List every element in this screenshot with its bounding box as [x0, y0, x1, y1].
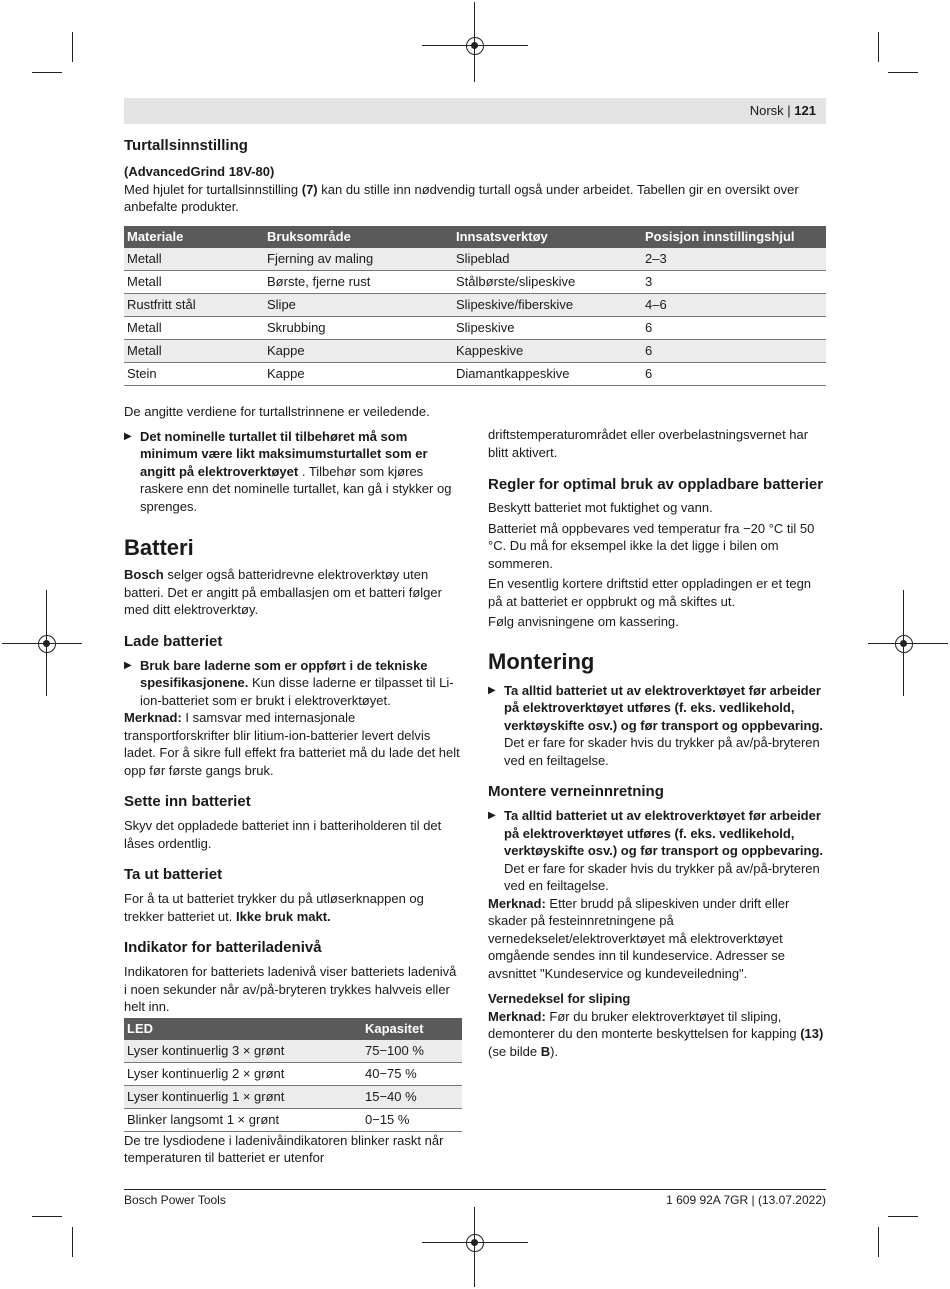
table-cell: Kappe	[264, 339, 453, 362]
speed-table	[124, 226, 826, 386]
note-text: Før du bruker elektroverktøyet til sliping, demonterer du den monterte beskyttelsen for kapping	[488, 1008, 801, 1041]
table-header-cell: LED	[124, 1018, 362, 1040]
table-cell: Metall	[124, 248, 264, 271]
right-column	[488, 426, 826, 1060]
vernedeksel-note	[488, 1008, 826, 1061]
regler-p3: En vesentlig kortere driftstid etter oppladingen er et tegn på at batteriet er oppbrukt og må skiftes ut.	[488, 576, 812, 609]
indikator-title: Indikator for batteriladenivå	[124, 939, 322, 956]
regler-p2: Batteriet må oppbevares ved temperatur fra −20 °C til 50 °C. Du må for eksempel ikke la det ligge i bilen om sommeren.	[488, 520, 815, 571]
table-row	[124, 248, 826, 271]
crop-mark	[878, 32, 879, 62]
batteri-title: Batteri	[124, 535, 194, 560]
sette-text: Skyv det oppladede batteriet inn i batteriholderen til det låses ordentlig.	[124, 818, 442, 851]
table-cell: Kappe	[264, 362, 453, 385]
verne-title: Montere verneinnretning	[488, 783, 664, 800]
table-cell: Lyser kontinuerlig 1 × grønt	[124, 1085, 362, 1108]
table-cell: Stålbørste/slipeskive	[453, 270, 642, 293]
turtall-intro-text-2: kan du stille inn nødvendig turtall også under arbeidet. Tabellen gir en oversikt over anbefalte produkter.	[124, 181, 799, 214]
table-header-cell: Innsatsverktøy	[453, 226, 642, 248]
led-table	[124, 1018, 462, 1132]
header-language: Norsk	[749, 103, 784, 118]
table-cell: 6	[642, 316, 826, 339]
verne-bullet-text: Det er fare for skader hvis du trykker på av/på-bryteren ved en feiltagelse.	[504, 860, 820, 893]
turtall-intro-ref: (7)	[301, 181, 318, 197]
turtall-note: De angitte verdiene for turtallstrinnene er veiledende.	[124, 404, 430, 419]
left-column	[124, 403, 462, 1167]
registration-mark-icon	[38, 635, 56, 653]
indikator-after: De tre lysdiodene i ladenivåindikatoren blinker raskt når temperaturen til batteriet er utenfor	[124, 1132, 444, 1165]
lade-bullet	[124, 657, 462, 710]
table-header-cell: Kapasitet	[362, 1018, 462, 1040]
turtall-warning-bold: Det nominelle turtallet til tilbehøret må som minimum være likt maksimumsturtallet som er angitt på elektroverktøyet	[140, 428, 428, 479]
table-header-row	[124, 226, 826, 248]
vernedeksel-title: Vernedeksel for sliping	[488, 991, 631, 1006]
table-cell: Diamantkappeskive	[453, 362, 642, 385]
table-cell: 75−100 %	[362, 1040, 462, 1063]
table-cell: Fjerning av maling	[264, 248, 453, 271]
table-row	[124, 1085, 462, 1108]
note-text: Etter brudd på slipeskiven under drift eller skader på festeinnretningene på vernedekselet/elektroverktøyet må elektroverktøyet omgående sendes inn til kundeservice. Adresser se avsnittet "Kundeservice og kundeveiledning".	[488, 895, 790, 981]
table-header-cell: Materiale	[124, 226, 264, 248]
note-text-3: ).	[550, 1043, 559, 1059]
lade-note	[124, 709, 462, 779]
montering-bullet-bold: Ta alltid batteriet ut av elektroverktøyet før arbeider på elektroverktøyet utføres (f. eks. vedlikehold, verktøyskifte osv.) og før transport og oppbevaring.	[504, 682, 824, 733]
verne-bullet	[488, 807, 826, 895]
table-cell: 6	[642, 362, 826, 385]
crop-mark	[72, 1227, 73, 1257]
crop-mark	[32, 1216, 62, 1217]
table-header-cell: Posisjon innstillingshjul	[642, 226, 826, 248]
ta-ut-text	[124, 890, 462, 925]
table-cell: 15−40 %	[362, 1085, 462, 1108]
registration-mark-icon	[466, 1234, 484, 1252]
note-text-2: (se bilde	[488, 1043, 541, 1059]
table-cell: Metall	[124, 339, 264, 362]
table-cell: Slipeskive	[453, 316, 642, 339]
table-row	[124, 1062, 462, 1085]
table-cell: Stein	[124, 362, 264, 385]
crop-mark	[32, 72, 62, 73]
lade-bullet-text: Kun disse laderne er tilpasset til Li-ion-batteriet som er brukt i elektroverktøyet.	[140, 675, 454, 708]
montering-title: Montering	[488, 648, 595, 674]
table-cell: Slipeskive/fiberskive	[453, 293, 642, 316]
verne-bullet-bold: Ta alltid batteriet ut av elektroverktøyet før arbeider på elektroverktøyet utføres (f. eks. vedlikehold, verktøyskifte osv.) og før transport og oppbevaring.	[504, 808, 824, 858]
registration-mark-icon	[895, 635, 913, 653]
continued-text: driftstemperaturområdet eller overbelastningsvernet har blitt aktivert.	[488, 427, 809, 460]
table-cell: 4–6	[642, 293, 826, 316]
turtall-warning-text: . Tilbehør som kjøres raskere enn det nominelle turtallet, kan gå i stykker og sprenges.	[140, 463, 452, 514]
note-label: Merknad:	[488, 1008, 546, 1024]
table-row	[124, 339, 826, 362]
turtall-section	[124, 136, 826, 386]
table-cell: Blinker langsomt 1 × grønt	[124, 1108, 362, 1131]
footer-doc-number: 1 609 92A 7GR | (13.07.2022)	[666, 1193, 826, 1207]
verne-note	[488, 895, 826, 983]
table-cell: 2–3	[642, 248, 826, 271]
ta-ut-title: Ta ut batteriet	[124, 866, 223, 883]
table-cell: Metall	[124, 316, 264, 339]
registration-mark-icon	[466, 37, 484, 55]
crop-mark	[888, 72, 918, 73]
turtall-model: (AdvancedGrind 18V-80)	[124, 164, 275, 179]
turtall-intro	[124, 181, 826, 216]
page-number: 121	[794, 103, 816, 118]
montering-bullet-text: Det er fare for skader hvis du trykker på av/på-bryteren ved en feiltagelse.	[504, 735, 820, 768]
table-cell: Metall	[124, 270, 264, 293]
lade-title: Lade batteriet	[124, 632, 223, 650]
table-row	[124, 362, 826, 385]
table-cell: Lyser kontinuerlig 2 × grønt	[124, 1062, 362, 1085]
table-row	[124, 316, 826, 339]
table-row	[124, 1108, 462, 1131]
table-header-row	[124, 1018, 462, 1040]
batteri-intro-text: selger også batteridrevne elektroverktøy uten batteri. Det er angitt på emballasjen om et batteri følger med ditt elektroverktøy.	[124, 567, 442, 617]
ta-ut-text-plain: For å ta ut batteriet trykker du på utløserknappen og trekker batteriet ut.	[124, 891, 424, 924]
note-text: I samsvar med internasjonale transportforskrifter blir litium-ion-batterier levert delvis ladet. For å sikre full effekt fra batteriet må du lade det helt opp før første gangs bruk.	[124, 710, 460, 778]
turtall-title: Turtallsinnstilling	[124, 137, 248, 154]
table-cell: 6	[642, 339, 826, 362]
montering-bullet	[488, 682, 826, 770]
note-label: Merknad:	[124, 710, 182, 725]
batteri-intro-bold: Bosch	[124, 567, 164, 582]
crop-mark	[72, 32, 73, 62]
footer-brand: Bosch Power Tools	[124, 1193, 226, 1207]
table-cell: 40−75 %	[362, 1062, 462, 1085]
sette-title: Sette inn batteriet	[124, 793, 251, 810]
note-label: Merknad:	[488, 895, 546, 911]
table-cell: Slipeblad	[453, 248, 642, 271]
table-header-cell: Bruksområde	[264, 226, 453, 248]
table-cell: 3	[642, 270, 826, 293]
turtall-warning	[124, 428, 462, 516]
table-cell: Kappeskive	[453, 339, 642, 362]
table-row	[124, 293, 826, 316]
table-cell: Børste, fjerne rust	[264, 270, 453, 293]
footer-rule	[124, 1189, 826, 1190]
regler-p4: Følg anvisningene om kassering.	[488, 614, 679, 629]
page-header	[124, 98, 826, 124]
ta-ut-text-bold: Ikke bruk makt.	[236, 908, 331, 924]
table-cell: Slipe	[264, 293, 453, 316]
note-ref: (13)	[800, 1026, 824, 1041]
table-cell: 0−15 %	[362, 1108, 462, 1131]
regler-title: Regler for optimal bruk av oppladbare batterier	[488, 476, 824, 493]
table-cell: Skrubbing	[264, 316, 453, 339]
table-cell: Rustfritt stål	[124, 293, 264, 316]
indikator-text: Indikatoren for batteriets ladenivå viser batteriets ladenivå i noen sekunder når av/på-bryteren trykkes halvveis eller helt inn.	[124, 964, 457, 1014]
regler-p1: Beskytt batteriet mot fuktighet og vann.	[488, 500, 713, 515]
crop-mark	[888, 1216, 918, 1217]
table-row	[124, 1040, 462, 1063]
batteri-intro	[124, 566, 462, 619]
table-row	[124, 270, 826, 293]
table-cell: Lyser kontinuerlig 3 × grønt	[124, 1040, 362, 1063]
crop-mark	[878, 1227, 879, 1257]
note-figure: B	[540, 1043, 551, 1059]
turtall-intro-text: Med hjulet for turtallsinnstilling	[124, 181, 302, 197]
header-text: Norsk | 121	[749, 103, 816, 118]
lade-bullet-bold: Bruk bare laderne som er oppført i de tekniske spesifikasjonene.	[140, 657, 428, 690]
